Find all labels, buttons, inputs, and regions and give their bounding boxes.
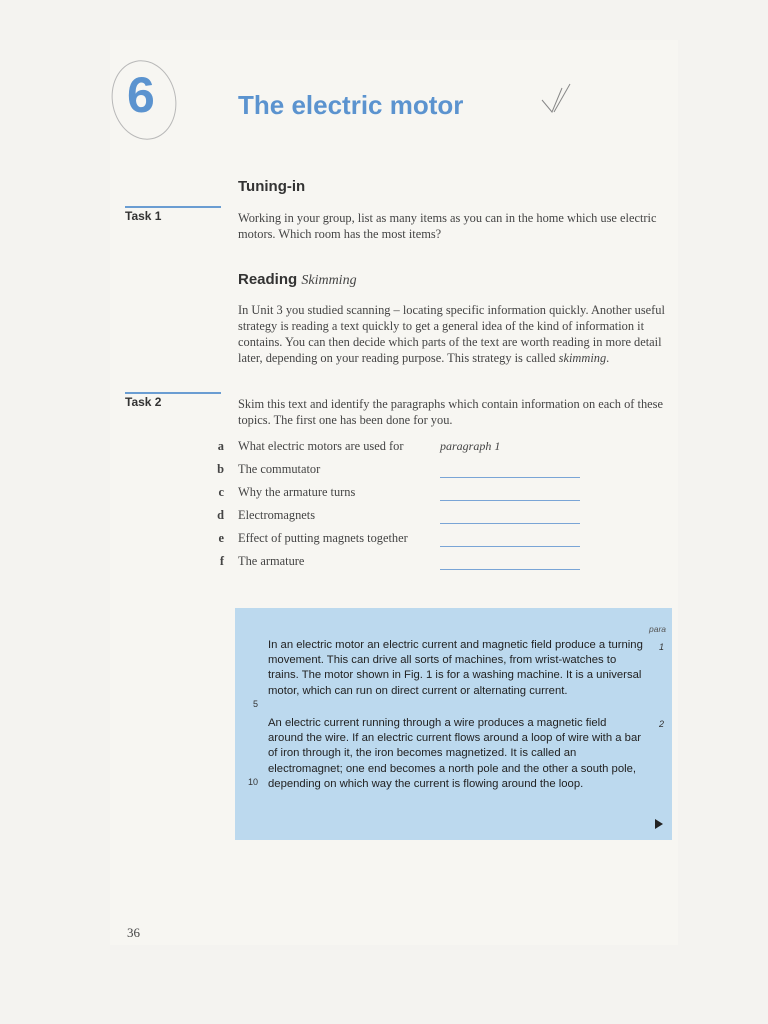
topic-letter: b bbox=[217, 462, 224, 476]
unit-number: 6 bbox=[127, 67, 155, 123]
topic-letter: a bbox=[217, 439, 224, 453]
reading-intro-term: skimming bbox=[558, 351, 607, 365]
reading-intro bbox=[238, 302, 674, 366]
para-column-label: para bbox=[649, 624, 667, 634]
topic-row bbox=[200, 439, 590, 459]
page-number: 36 bbox=[127, 925, 140, 940]
unit-title: The electric motor bbox=[238, 90, 464, 120]
topic-text: The commutator bbox=[238, 462, 321, 476]
next-page-arrow-icon[interactable] bbox=[655, 819, 663, 829]
line-number: 5 bbox=[253, 699, 259, 709]
task1-label: Task 1 bbox=[125, 209, 162, 223]
reading-title: Reading bbox=[238, 271, 298, 288]
topic-text: The armature bbox=[238, 554, 305, 568]
task2-text: Skim this text and identify the paragraphs which contain information on each of these topics. The first one has been done for you. bbox=[238, 397, 663, 427]
task1-text: Working in your group, list as many items as you can in the home which use electric motors. Which room has the most items? bbox=[238, 211, 657, 241]
para-number: 1 bbox=[659, 642, 665, 652]
reading-subtitle: Skimming bbox=[301, 273, 357, 288]
task2-label: Task 2 bbox=[125, 395, 162, 409]
task1-rule bbox=[125, 206, 221, 208]
topic-text: Electromagnets bbox=[238, 508, 316, 522]
topic-answer-line[interactable] bbox=[440, 531, 580, 547]
topic-row bbox=[200, 554, 590, 574]
topic-row bbox=[200, 462, 590, 482]
paragraph-2: An electric current running through a wire produces a magnetic field around the wire. If an electric current flows around a loop of wire with a bar of iron through it, the iron becomes magnetized. It is called an electromagnet; one end becomes a north pole and the other a south pole, depending on which way the current is flowing around the loop. bbox=[268, 717, 641, 790]
reading-intro-end: . bbox=[606, 351, 610, 365]
topic-row bbox=[200, 508, 590, 528]
topic-text: Why the armature turns bbox=[238, 485, 356, 499]
topic-answer-line[interactable] bbox=[440, 508, 580, 524]
reading-intro-text: In Unit 3 you studied scanning – locating specific information quickly. Another useful strategy is reading a text quickly to get a general idea of the kind of information it contains. You can then decide which parts of the text are worth reading in more detail later, depending on your reading purpose. This strategy is called bbox=[238, 303, 665, 365]
topic-letter: f bbox=[219, 554, 224, 568]
topic-answer-line[interactable] bbox=[440, 462, 580, 478]
topic-row bbox=[200, 531, 590, 551]
pencil-tick-mark bbox=[540, 82, 584, 118]
topic-letter: e bbox=[218, 531, 224, 545]
topic-answer-line[interactable] bbox=[440, 485, 580, 501]
reading-heading bbox=[238, 271, 357, 289]
topic-letter: c bbox=[218, 485, 224, 499]
para-number: 2 bbox=[659, 719, 665, 729]
tuning-in-heading: Tuning-in bbox=[238, 178, 306, 195]
topic-answer-line[interactable] bbox=[440, 554, 580, 570]
line-number: 10 bbox=[248, 777, 259, 787]
paragraph-1: In an electric motor an electric current and magnetic field produce a turning movement. This can drive all sorts of machines, from wrist-watches to trains. The motor shown in Fig. 1 is for a washing machine. It is a universal motor, which can run on direct current or alternating current. bbox=[268, 639, 643, 697]
task2-rule bbox=[125, 392, 221, 394]
topic-answer: paragraph 1 bbox=[440, 439, 501, 453]
topic-letter: d bbox=[217, 508, 224, 522]
topic-text: Effect of putting magnets together bbox=[238, 531, 408, 545]
topic-text: What electric motors are used for bbox=[238, 439, 404, 453]
topic-row bbox=[200, 485, 590, 505]
